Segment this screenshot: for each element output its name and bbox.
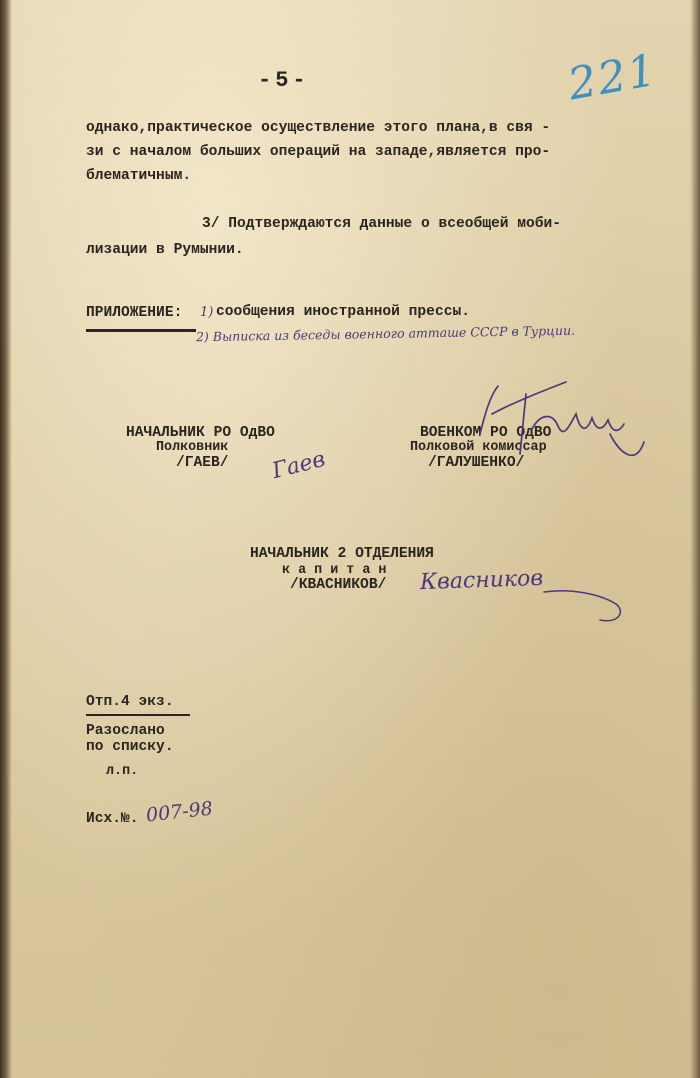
left-signatory-name: /ГАЕВ/ (176, 455, 229, 471)
appendix-underline (86, 329, 196, 332)
body-line-4: 3/ Подтверждаются данные о всеобщей моби- (202, 216, 562, 232)
outgoing-label: Исх.№. (86, 811, 139, 827)
center-signatory-rank: к а п и т а н (282, 563, 387, 578)
left-signature: Гаев (269, 446, 328, 485)
left-signatory-title: НАЧАЛЬНИК РО ОдВО (126, 425, 275, 441)
typist-initials: л.п. (106, 764, 139, 779)
right-signatory-rank: Полковой комиссар (410, 440, 547, 455)
appendix-label: ПРИЛОЖЕНИЕ: (86, 305, 183, 321)
appendix-item1-text: сообщения иностранной прессы. (216, 304, 470, 320)
appendix-item2-handwritten: 2) Выписка из беседы военного атташе СССР в Турции. (195, 322, 576, 345)
body-line-3: блематичным. (86, 168, 192, 184)
copies-count: Отп.4 экз. (86, 694, 174, 710)
distributed-line-2: по списку. (86, 739, 174, 755)
right-signatory-title: ВОЕНКОМ РО ОдВО (420, 425, 552, 441)
archive-number: 221 (564, 44, 662, 111)
center-signatory-name: /КВАСНИКОВ/ (290, 577, 387, 593)
body-line-2: зи с началом больших операций на западе,является про- (86, 144, 551, 160)
page-binding-edge (0, 0, 12, 1078)
appendix-item1-number: 1) (200, 305, 214, 320)
page-right-edge (690, 0, 700, 1078)
right-signatory-name: /ГАЛУШЕНКО/ (428, 455, 525, 471)
center-signature: Квасников (419, 565, 544, 596)
center-signatory-title: НАЧАЛЬНИК 2 ОТДЕЛЕНИЯ (250, 546, 434, 562)
outgoing-number: 007-98 (145, 797, 214, 827)
body-line-1: однако,практическое осуществление этого плана,в свя - (86, 120, 551, 136)
distributed-line-1: Разослано (86, 723, 165, 739)
page-number: -5- (258, 68, 310, 93)
copies-underline (86, 714, 190, 716)
center-signature-flourish (540, 580, 630, 630)
left-signatory-rank: Полковник (156, 440, 229, 455)
body-line-5: лизации в Румынии. (86, 242, 244, 258)
right-signature-scribble (440, 374, 650, 484)
